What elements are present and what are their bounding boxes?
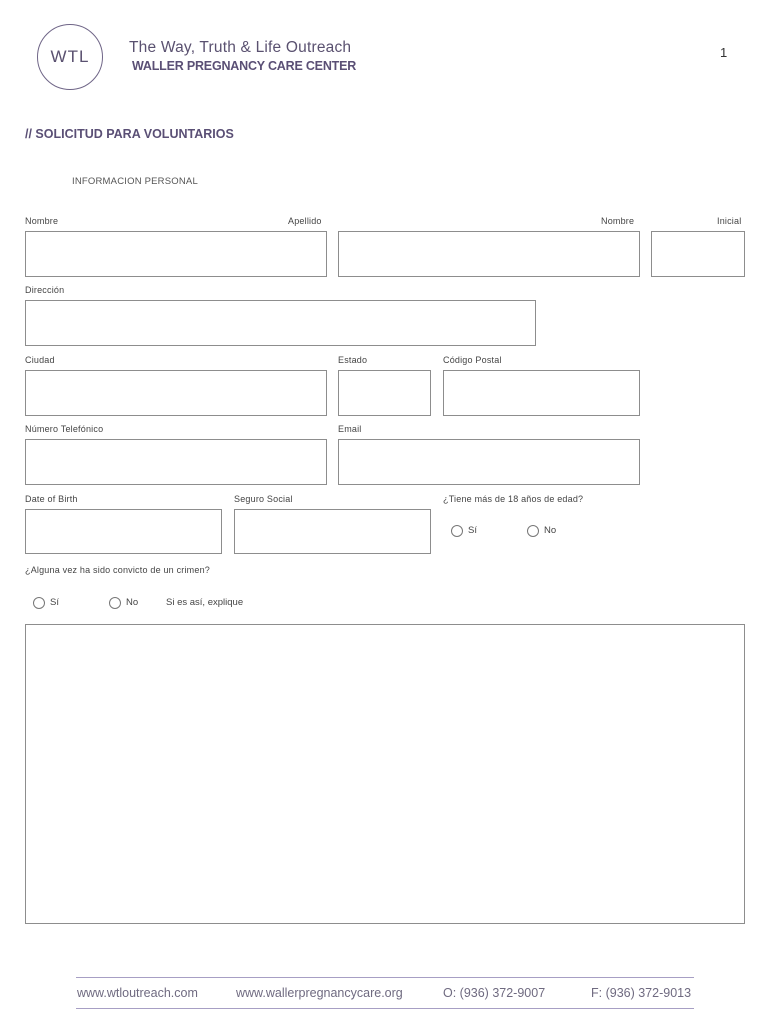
initial-label: Inicial bbox=[717, 216, 742, 226]
email-field[interactable] bbox=[338, 439, 640, 485]
explanation-textarea[interactable] bbox=[25, 624, 745, 924]
age-no-label: No bbox=[544, 525, 557, 536]
wtl-logo bbox=[37, 24, 103, 90]
conviction-yes-label: Sí bbox=[50, 597, 59, 608]
age-question-label: ¿Tiene más de 18 años de edad? bbox=[443, 494, 584, 504]
city-label: Ciudad bbox=[25, 355, 55, 365]
footer-website-wtl[interactable]: www.wtloutreach.com bbox=[77, 986, 198, 1000]
conviction-no-radio[interactable] bbox=[109, 597, 121, 609]
dob-field[interactable] bbox=[25, 509, 222, 554]
phone-field[interactable] bbox=[25, 439, 327, 485]
ssn-field[interactable] bbox=[234, 509, 431, 554]
center-name: WALLER PREGNANCY CARE CENTER bbox=[132, 59, 357, 73]
explain-label: Si es así, explique bbox=[166, 597, 244, 608]
state-label: Estado bbox=[338, 355, 368, 365]
last-name-label: Apellido bbox=[288, 216, 322, 226]
address-label: Dirección bbox=[25, 285, 65, 295]
age-no-radio[interactable] bbox=[527, 525, 539, 537]
initial-field[interactable] bbox=[651, 231, 745, 277]
footer-bottom-line bbox=[76, 1008, 694, 1009]
city-field[interactable] bbox=[25, 370, 327, 416]
footer-top-line bbox=[76, 977, 694, 978]
age-yes-radio[interactable] bbox=[451, 525, 463, 537]
first-name-field[interactable] bbox=[25, 231, 327, 277]
conviction-no-label: No bbox=[126, 597, 139, 608]
zip-label: Código Postal bbox=[443, 355, 502, 365]
dob-label: Date of Birth bbox=[25, 494, 78, 504]
ssn-label: Seguro Social bbox=[234, 494, 293, 504]
address-field[interactable] bbox=[25, 300, 536, 346]
middle-name-label: Nombre bbox=[601, 216, 635, 226]
footer-office-phone: O: (936) 372-9007 bbox=[443, 986, 546, 1000]
state-field[interactable] bbox=[338, 370, 431, 416]
section-heading: INFORMACION PERSONAL bbox=[72, 176, 198, 187]
age-yes-label: Sí bbox=[468, 525, 477, 536]
conviction-question-label: ¿Alguna vez ha sido convicto de un crimen? bbox=[25, 565, 210, 575]
form-title: // SOLICITUD PARA VOLUNTARIOS bbox=[25, 127, 234, 141]
zip-field[interactable] bbox=[443, 370, 640, 416]
phone-label: Número Telefónico bbox=[25, 424, 104, 434]
email-label: Email bbox=[338, 424, 362, 434]
org-name: The Way, Truth & Life Outreach bbox=[129, 39, 352, 56]
footer-website-waller[interactable]: www.wallerpregnancycare.org bbox=[236, 986, 403, 1000]
footer-fax: F: (936) 372-9013 bbox=[591, 986, 692, 1000]
page-number: 1 bbox=[720, 45, 728, 60]
first-name-label: Nombre bbox=[25, 216, 59, 226]
logo-text: WTL bbox=[50, 47, 90, 66]
conviction-yes-radio[interactable] bbox=[33, 597, 45, 609]
middle-name-field[interactable] bbox=[338, 231, 640, 277]
